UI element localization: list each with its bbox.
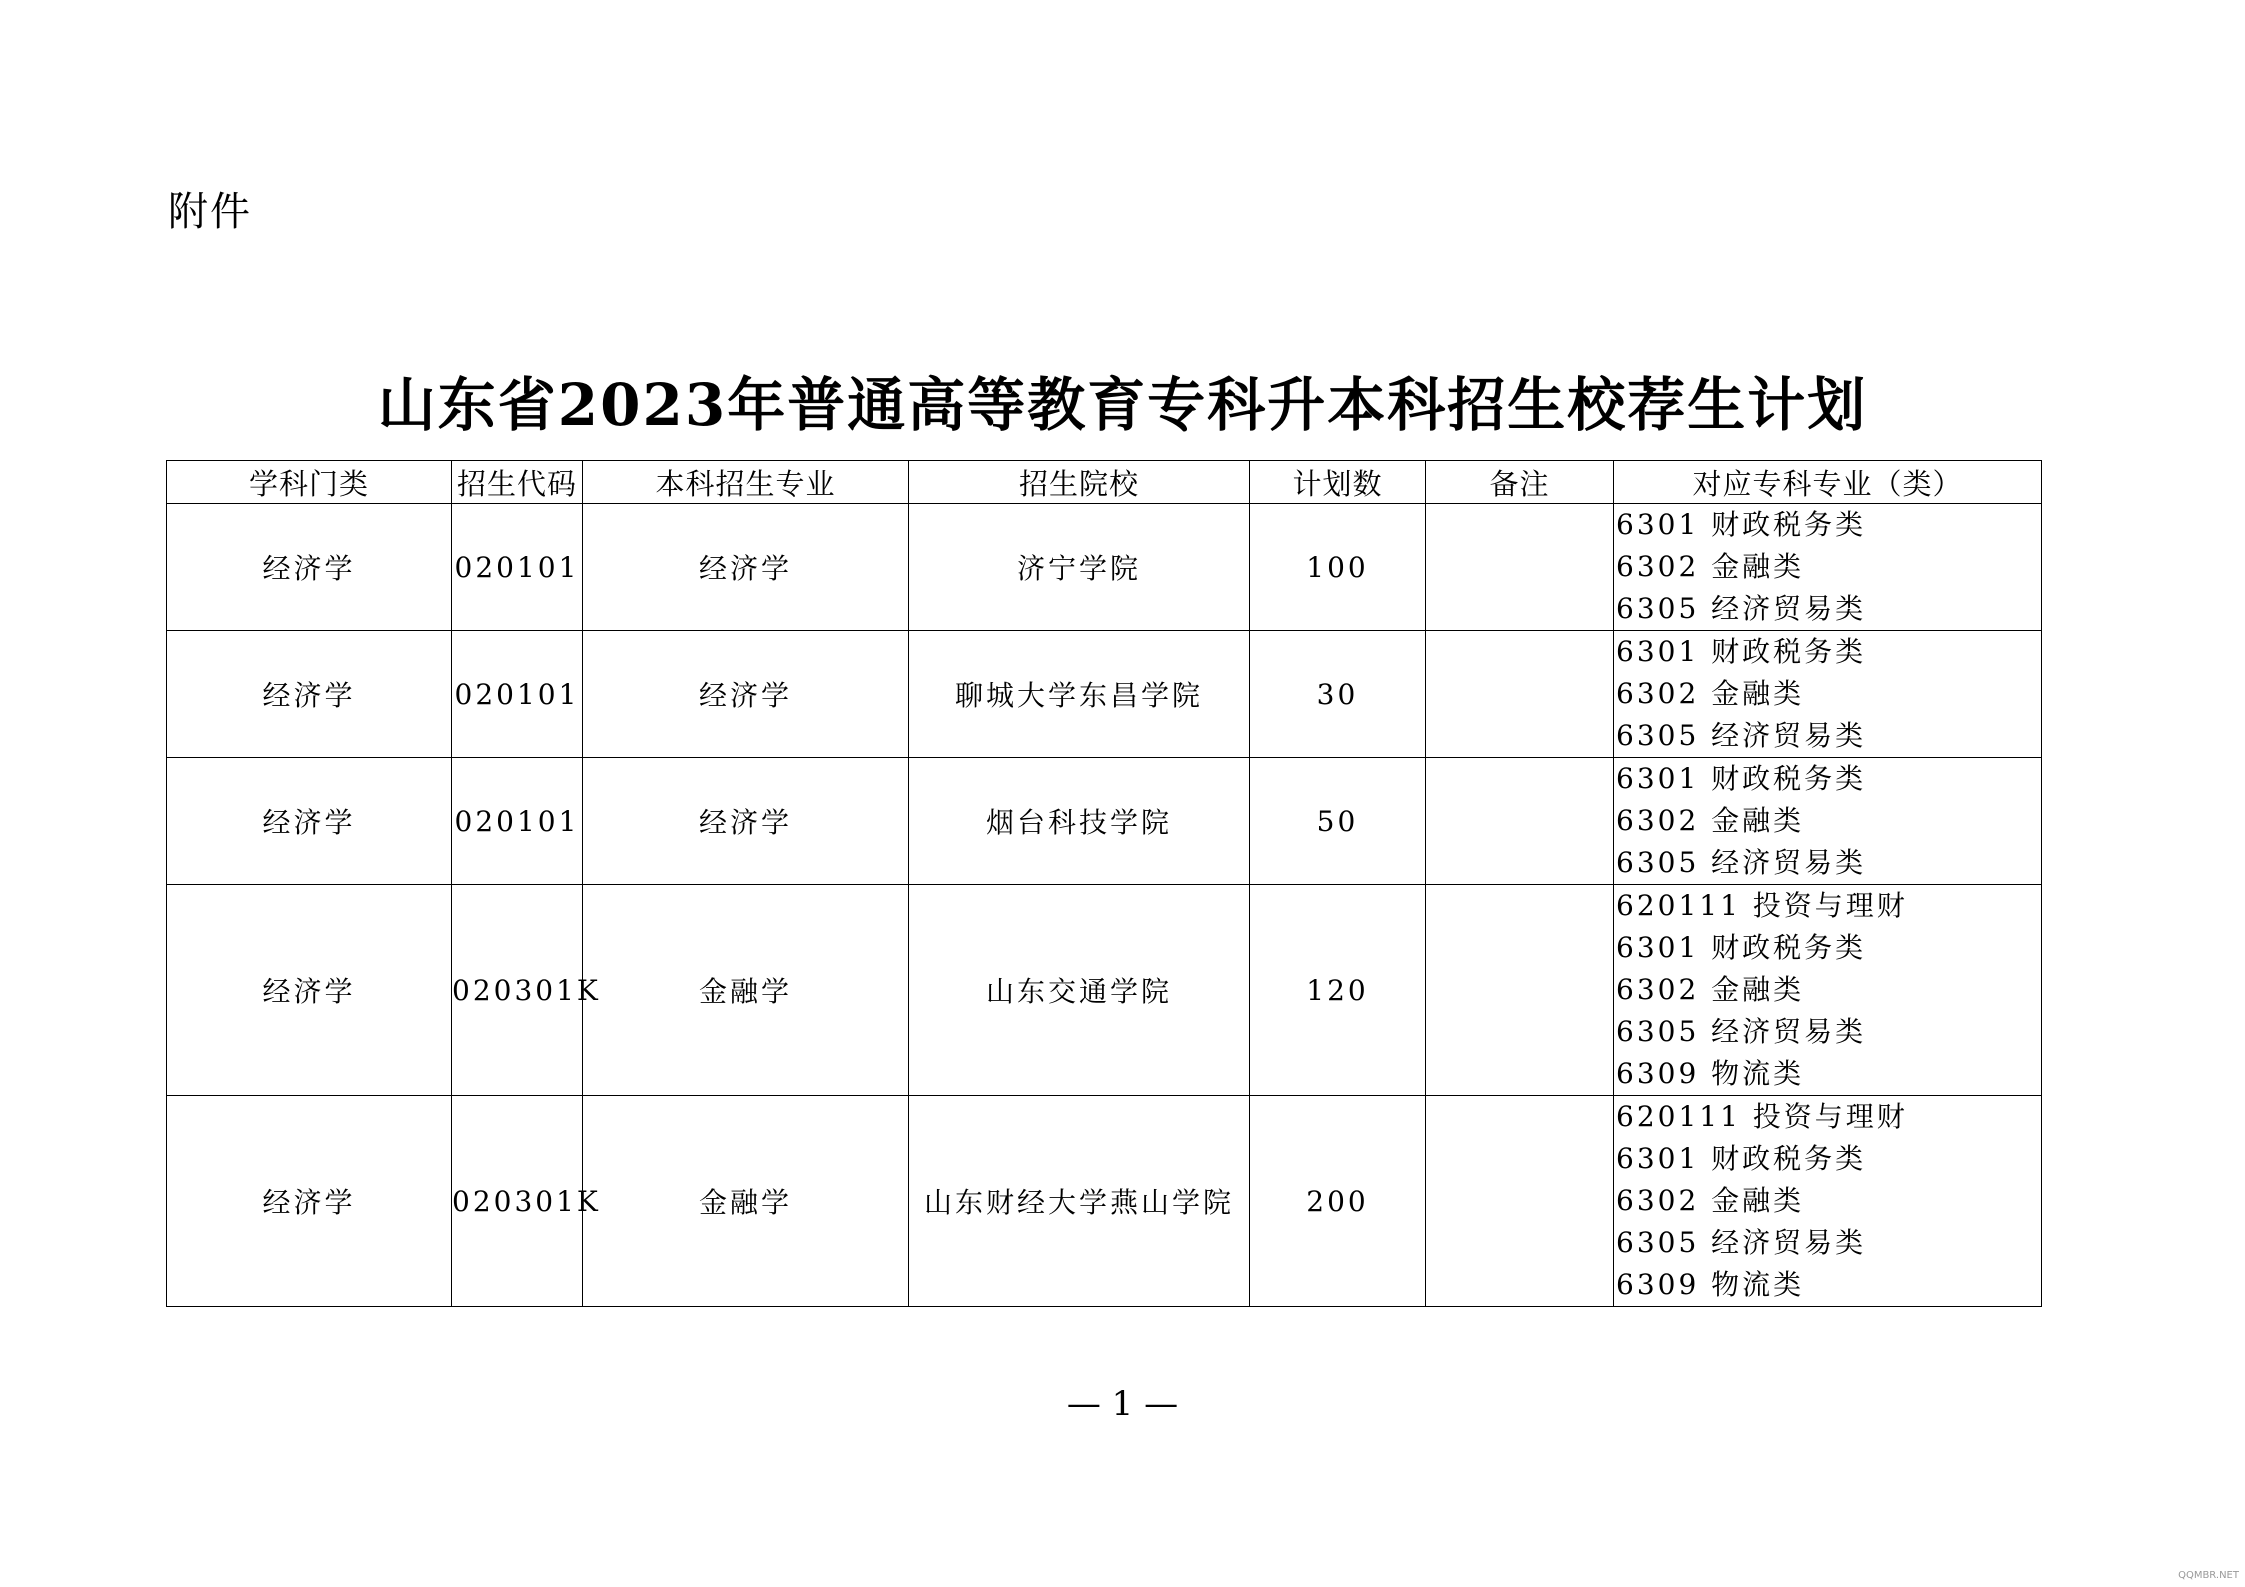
cell-school: 山东财经大学燕山学院 xyxy=(909,1096,1250,1307)
cell-remark xyxy=(1426,885,1614,1096)
specialty-item: 6302 金融类 xyxy=(1616,550,1805,583)
header-quota: 计划数 xyxy=(1250,461,1426,504)
watermark: QQMBR.NET xyxy=(2178,1570,2239,1581)
cell-remark xyxy=(1426,758,1614,885)
specialty-item: 620111 投资与理财 xyxy=(1616,889,1908,922)
cell-major: 经济学 xyxy=(583,758,909,885)
header-category: 学科门类 xyxy=(167,461,452,504)
cell-specialties xyxy=(1614,885,2042,1096)
page-number: — 1 — xyxy=(1066,1384,1179,1424)
cell-quota: 200 xyxy=(1250,1096,1426,1307)
cell-specialties xyxy=(1614,758,2042,885)
table-header-row xyxy=(167,461,2042,504)
specialty-item: 6301 财政税务类 xyxy=(1616,508,1867,541)
specialty-item: 6309 物流类 xyxy=(1616,1057,1805,1090)
cell-major: 经济学 xyxy=(583,631,909,758)
cell-school: 烟台科技学院 xyxy=(909,758,1250,885)
specialty-item: 6302 金融类 xyxy=(1616,677,1805,710)
cell-category: 经济学 xyxy=(167,758,452,885)
specialty-item: 6305 经济贸易类 xyxy=(1616,1015,1867,1048)
cell-code: 020301K xyxy=(452,885,583,1096)
specialty-item: 6301 财政税务类 xyxy=(1616,635,1867,668)
cell-code: 020101 xyxy=(452,504,583,631)
specialty-item: 6302 金融类 xyxy=(1616,1184,1805,1217)
header-remark: 备注 xyxy=(1426,461,1614,504)
cell-specialties xyxy=(1614,504,2042,631)
header-school: 招生院校 xyxy=(909,461,1250,504)
cell-quota: 100 xyxy=(1250,504,1426,631)
specialty-item: 6305 经济贸易类 xyxy=(1616,1226,1867,1259)
table-row xyxy=(167,1096,2042,1307)
specialty-item: 6305 经济贸易类 xyxy=(1616,846,1867,879)
table-row xyxy=(167,758,2042,885)
cell-category: 经济学 xyxy=(167,631,452,758)
admission-plan-table xyxy=(166,460,2042,1307)
table-row xyxy=(167,504,2042,631)
cell-remark xyxy=(1426,504,1614,631)
specialty-item: 6309 物流类 xyxy=(1616,1268,1805,1301)
cell-school: 山东交通学院 xyxy=(909,885,1250,1096)
attachment-label: 附件 xyxy=(168,189,252,235)
specialty-item: 6305 经济贸易类 xyxy=(1616,719,1867,752)
header-specialties: 对应专科专业（类） xyxy=(1614,461,2042,504)
cell-remark xyxy=(1426,1096,1614,1307)
cell-category: 经济学 xyxy=(167,885,452,1096)
cell-quota: 50 xyxy=(1250,758,1426,885)
cell-quota: 120 xyxy=(1250,885,1426,1096)
cell-quota: 30 xyxy=(1250,631,1426,758)
cell-code: 020101 xyxy=(452,631,583,758)
cell-major: 经济学 xyxy=(583,504,909,631)
table-row xyxy=(167,631,2042,758)
document-title: 山东省2023年普通高等教育专科升本科招生校荐生计划 xyxy=(377,371,1868,439)
header-major: 本科招生专业 xyxy=(583,461,909,504)
specialty-item: 6305 经济贸易类 xyxy=(1616,592,1867,625)
specialty-item: 620111 投资与理财 xyxy=(1616,1100,1908,1133)
cell-remark xyxy=(1426,631,1614,758)
header-code: 招生代码 xyxy=(452,461,583,504)
cell-code: 020301K xyxy=(452,1096,583,1307)
specialty-item: 6301 财政税务类 xyxy=(1616,762,1867,795)
cell-school: 聊城大学东昌学院 xyxy=(909,631,1250,758)
specialty-item: 6301 财政税务类 xyxy=(1616,1142,1867,1175)
cell-major: 金融学 xyxy=(583,1096,909,1307)
cell-school: 济宁学院 xyxy=(909,504,1250,631)
cell-specialties xyxy=(1614,631,2042,758)
specialty-item: 6302 金融类 xyxy=(1616,973,1805,1006)
cell-category: 经济学 xyxy=(167,1096,452,1307)
table-row xyxy=(167,885,2042,1096)
cell-code: 020101 xyxy=(452,758,583,885)
specialty-item: 6301 财政税务类 xyxy=(1616,931,1867,964)
specialty-item: 6302 金融类 xyxy=(1616,804,1805,837)
cell-major: 金融学 xyxy=(583,885,909,1096)
cell-category: 经济学 xyxy=(167,504,452,631)
cell-specialties xyxy=(1614,1096,2042,1307)
